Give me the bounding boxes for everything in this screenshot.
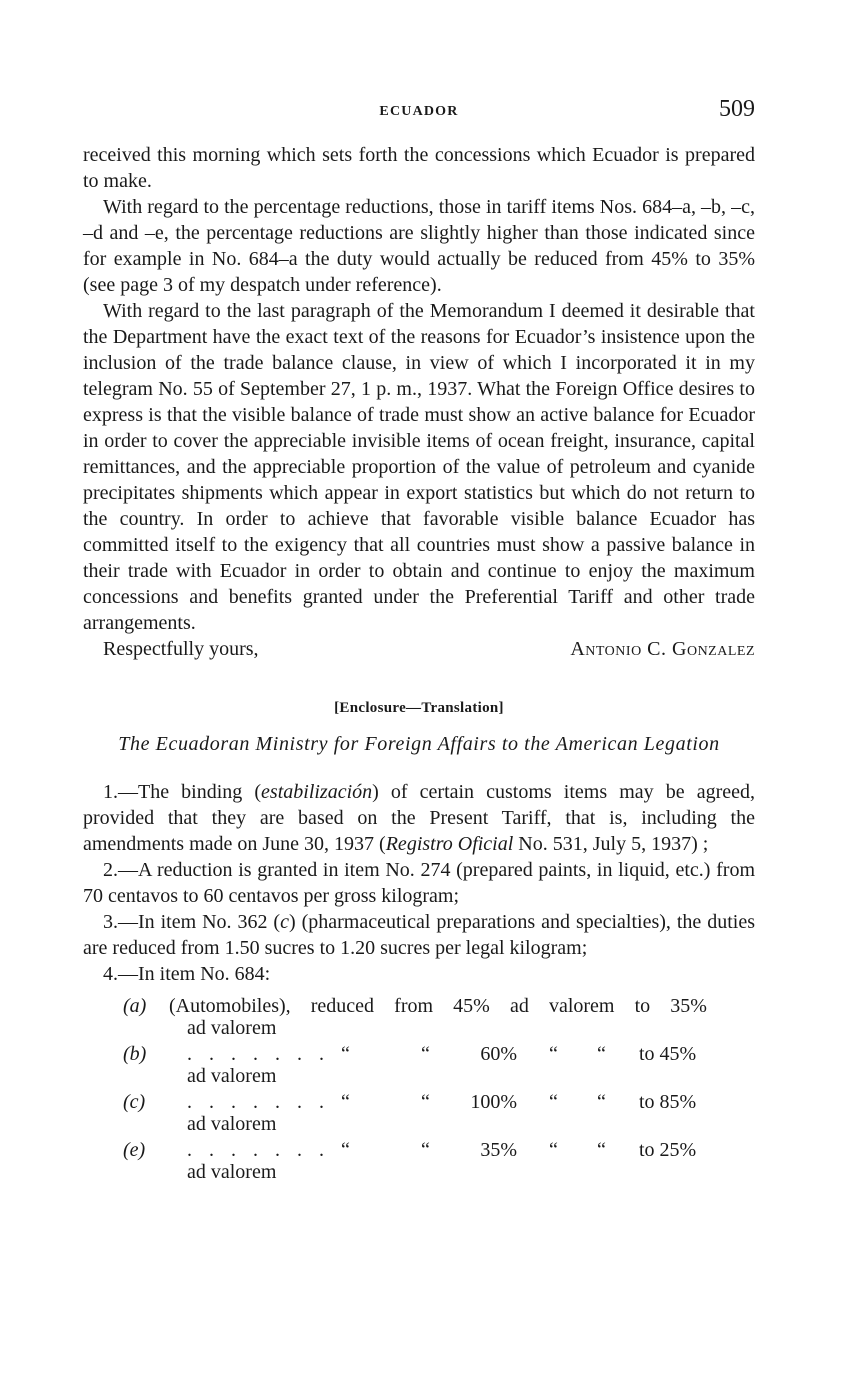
rate-from: 60% (480, 1043, 517, 1065)
sub-item-label: (a) (123, 995, 147, 1017)
item-1-number: 1.— (103, 781, 138, 803)
paragraph-continued: received this morning which sets forth the concessions which Ecuador is prepared to make. (83, 144, 755, 192)
body-text (83, 142, 755, 1185)
ditto-mark: “ (421, 1091, 430, 1113)
sub-item-label: (e) (123, 1139, 146, 1161)
rate-from: 100% (470, 1091, 517, 1113)
sub-item-a-text: (Automobiles), reduced from 45% ad valorem to 35% (169, 995, 707, 1017)
signature-block (83, 636, 755, 662)
closing: Respectfully yours, (103, 638, 259, 660)
leader-dots: . . . . . . . (187, 1043, 330, 1065)
sub-item-continuation: ad valorem (187, 1161, 277, 1183)
ditto-mark: “ (597, 1043, 606, 1065)
leader-dots: . . . . . . . (187, 1139, 330, 1161)
sub-item-c (83, 1089, 755, 1115)
item-2: 2.—A reduction is granted in item No. 274 (prepared paints, in liquid, etc.) from 70 centavos to 60 centavos per gross kilogram; (83, 859, 755, 907)
leader-dots: . . . . . . . (187, 1091, 330, 1113)
ditto-mark: “ (597, 1091, 606, 1113)
rate-from: 35% (480, 1139, 517, 1161)
ditto-mark: “ (341, 1043, 350, 1065)
running-head: ECUADOR (379, 104, 459, 119)
enclosure-items (83, 779, 755, 1181)
enclosure-heading: [Enclosure—Translation] (334, 700, 504, 716)
sub-item-continuation: ad valorem (187, 1017, 277, 1039)
ditto-mark: “ (341, 1139, 350, 1161)
ditto-mark: “ (549, 1091, 558, 1113)
ditto-mark: “ (549, 1043, 558, 1065)
rate-to: to 45% (639, 1043, 697, 1065)
sub-item-continuation: ad valorem (187, 1065, 277, 1087)
item-4: 4.—In item No. 684: (103, 963, 271, 985)
sub-item-b (83, 1041, 755, 1067)
sub-item-e (83, 1137, 755, 1163)
rate-to: to 25% (639, 1139, 697, 1161)
sub-item-a (83, 993, 755, 1019)
paragraph-percentage-reductions: With regard to the percentage reductions, those in tariff items Nos. 684–a, –b, –c, –d and –e, the percentage reductions are slightly higher than those indicated since for example in No. 684–a the duty would actually be reduced from 45% to 35% (see page 3 of my despatch under reference). (83, 196, 755, 296)
ditto-mark: “ (549, 1139, 558, 1161)
signature-name: Antonio C. Gonzalez (570, 638, 755, 660)
page-header (83, 96, 755, 128)
sub-item-label: (b) (123, 1043, 147, 1065)
item-3: 3.—In item No. 362 (c) (pharmaceutical preparations and specialties), the duties are reduced from 1.50 sucres to 1.20 sucres per legal kilogram; (83, 911, 755, 959)
paragraph-trade-balance: With regard to the last paragraph of the Memorandum I deemed it desirable that the Department have the exact text of the reasons for Ecuador’s insistence upon the inclusion of the trade balance clause, in view of which I incorporated it in my telegram No. 55 of September 27, 1 p. m., 1937. What the Foreign Office desires to express is that the visible balance of trade must show an active balance for Ecuador in order to cover the appreciable invisible items of ocean freight, insurance, capital remittances, and the appreciable proportion of the value of petroleum and cyanide precipitates shipments which appear in export statistics but which do not return to the country. In order to achieve that favorable visible balance Ecuador has committed itself to the exigency that all countries must show a passive balance in their trade with Ecuador in order to obtain and continue to enjoy the maximum concessions and benefits granted under the Preferential Tariff and other trade arrangements. (83, 300, 755, 634)
rate-to: to 85% (639, 1091, 697, 1113)
ditto-mark: “ (341, 1091, 350, 1113)
ditto-mark: “ (421, 1043, 430, 1065)
enclosure-title: The Ecuadoran Ministry for Foreign Affairs to the American Legation (118, 733, 720, 755)
item-684-sublist (83, 993, 755, 1181)
document-page (83, 0, 755, 1380)
item-1: 1.—The binding (estabilización) of certain customs items may be agreed, provided that they are based on the Present Tariff, that is, including the amendments made on June 30, 1937 (Registro Oficial No. 531, July 5, 1937) ; (83, 781, 755, 855)
sub-item-label: (c) (123, 1091, 146, 1113)
ditto-mark: “ (421, 1139, 430, 1161)
ditto-mark: “ (597, 1139, 606, 1161)
sub-item-continuation: ad valorem (187, 1113, 277, 1135)
page-number: 509 (719, 96, 755, 122)
